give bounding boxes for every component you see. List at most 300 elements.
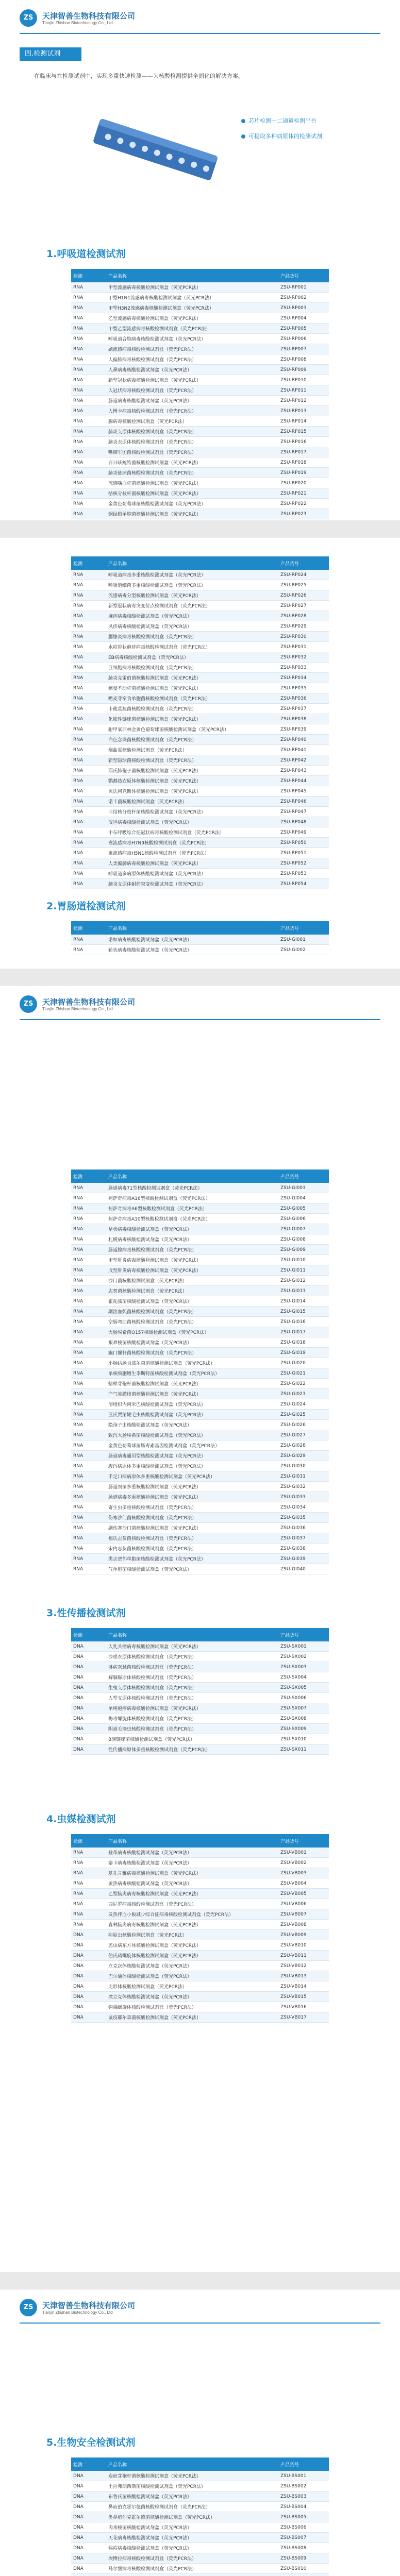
product-code-cell: ZSU-GI019 bbox=[278, 1348, 329, 1358]
sample-type-cell: RNA bbox=[71, 1878, 106, 1889]
sample-type-cell: RNA bbox=[71, 1492, 106, 1502]
sample-type-cell: RNA bbox=[71, 1358, 106, 1368]
product-code-cell: ZSU-RP009 bbox=[278, 365, 329, 375]
product-code-cell: ZSU-RP005 bbox=[278, 324, 329, 334]
sample-type-cell: RNA bbox=[71, 1307, 106, 1317]
sample-type-cell: RNA bbox=[71, 632, 106, 642]
product-name-cell: 肠道腺病毒核酸检测试剂盒（荧光PCR法） bbox=[106, 1245, 278, 1255]
product-name-cell: 猴痘病毒核酸检测试剂盒（荧光PCR法） bbox=[106, 2543, 278, 2553]
product-code-cell: ZSU-BS006 bbox=[278, 2522, 329, 2533]
sample-type-cell: DNA bbox=[71, 1662, 106, 1672]
sample-type-cell: RNA bbox=[71, 1234, 106, 1245]
product-code-cell: ZSU-RP031 bbox=[278, 642, 329, 652]
product-name-cell: 人博卡病毒核酸检测试剂盒（荧光PCR法） bbox=[106, 406, 278, 416]
sample-type-cell: DNA bbox=[71, 2564, 106, 2574]
product-code-cell: ZSU-VB002 bbox=[278, 1858, 329, 1868]
product-name-cell: 鲍曼不动杆菌核酸检测试剂盒（荧光PCR法） bbox=[106, 683, 278, 693]
product-name-cell: 鼻疽伯克霍尔德菌核酸检测试剂盒（荧光PCR法） bbox=[106, 2502, 278, 2512]
product-code-cell: ZSU-RP018 bbox=[278, 457, 329, 468]
table-row bbox=[71, 1961, 329, 1971]
product-code-cell: ZSU-RP051 bbox=[278, 848, 329, 858]
table-row bbox=[71, 1327, 329, 1337]
table-row bbox=[71, 652, 329, 663]
product-name-cell: 霍乱弧菌核酸检测试剂盒（荧光PCR法） bbox=[106, 1296, 278, 1307]
product-code-cell: ZSU-RP048 bbox=[278, 817, 329, 827]
product-name-cell: 人乳头瘤病毒核酸检测试剂盒（荧光PCR法） bbox=[106, 1641, 278, 1652]
product-name-cell: 耶氏肺孢子菌核酸检测试剂盒（荧光PCR法） bbox=[106, 766, 278, 776]
column-header: 检测 bbox=[71, 269, 106, 282]
table-row bbox=[71, 1909, 329, 1920]
product-name-cell: 甲型H3N2流感病毒核酸检测试剂盒（荧光PCR法） bbox=[106, 303, 278, 313]
table-row bbox=[71, 1940, 329, 1951]
sample-type-cell: RNA bbox=[71, 1451, 106, 1461]
company-name-en: Tianjin Zhishan Biotechnology Co., Ltd bbox=[42, 2310, 113, 2315]
table-row bbox=[71, 1544, 329, 1554]
product-name-cell: 黄热病毒核酸检测试剂盒（荧光PCR法） bbox=[106, 1878, 278, 1889]
table-row bbox=[71, 1889, 329, 1899]
table-row bbox=[71, 385, 329, 396]
sample-type-cell: RNA bbox=[71, 488, 106, 499]
sample-type-cell: DNA bbox=[71, 2543, 106, 2553]
table-row bbox=[71, 324, 329, 334]
column-header: 产品货号 bbox=[278, 1834, 329, 1848]
product-name-cell: 登革病毒核酸检测试剂盒（荧光PCR法） bbox=[106, 1848, 278, 1858]
sample-type-cell: DNA bbox=[71, 2471, 106, 2481]
table-row bbox=[71, 1899, 329, 1909]
product-name-cell: 肺炎链球菌核酸检测试剂盒（荧光PCR法） bbox=[106, 468, 278, 478]
product-name-cell: 腮腺炎病毒核酸检测试剂盒（荧光PCR法） bbox=[106, 632, 278, 642]
table-row bbox=[71, 1930, 329, 1940]
sample-type-cell: RNA bbox=[71, 509, 106, 519]
product-code-cell: ZSU-GI028 bbox=[278, 1440, 329, 1451]
column-header: 产品名称 bbox=[106, 2458, 278, 2471]
sample-type-cell: RNA bbox=[71, 745, 106, 755]
sample-type-cell: RNA bbox=[71, 1461, 106, 1471]
table-row bbox=[71, 580, 329, 590]
product-code-cell: ZSU-GI036 bbox=[278, 1523, 329, 1533]
product-table bbox=[71, 1170, 329, 1574]
table-header-row bbox=[71, 1834, 329, 1848]
sample-type-cell: RNA bbox=[71, 1858, 106, 1868]
sample-type-cell: RNA bbox=[71, 1214, 106, 1224]
table-header-row bbox=[71, 2458, 329, 2471]
product-table bbox=[71, 2458, 329, 2576]
product-code-cell: ZSU-VB004 bbox=[278, 1878, 329, 1889]
sample-type-cell: RNA bbox=[71, 344, 106, 354]
table-row bbox=[71, 2574, 329, 2576]
sample-type-cell: RNA bbox=[71, 303, 106, 313]
page-divider bbox=[0, 520, 400, 538]
product-name-cell: 气单胞菌核酸检测试剂盒（荧光PCR法） bbox=[106, 1564, 278, 1574]
product-table bbox=[71, 1834, 329, 2023]
column-header: 检测 bbox=[71, 556, 106, 570]
product-name-cell: 空肠弯曲菌核酸检测试剂盒（荧光PCR法） bbox=[106, 1317, 278, 1327]
product-name-cell: 禽流感病毒H7N9核酸检测试剂盒（荧光PCR法） bbox=[106, 838, 278, 848]
sample-type-cell: RNA bbox=[71, 621, 106, 632]
callout-2: 可提取多种病原体的检测试剂 bbox=[241, 132, 322, 140]
product-name-cell: 巴尔通体核酸检测试剂盒（荧光PCR法） bbox=[106, 1971, 278, 1981]
sample-type-cell: RNA bbox=[71, 1317, 106, 1327]
product-name-cell: 生殖支原体核酸检测试剂盒（荧光PCR法） bbox=[106, 1683, 278, 1693]
product-code-cell: ZSU-VB010 bbox=[278, 1940, 329, 1951]
product-table bbox=[71, 1628, 329, 1755]
product-code-cell: ZSU-SX003 bbox=[278, 1662, 329, 1672]
header-rule bbox=[20, 1019, 380, 1020]
company-name-en: Tianjin Zhishan Biotechnology Co., Ltd bbox=[42, 1007, 113, 1011]
sample-type-cell: RNA bbox=[71, 766, 106, 776]
table-row bbox=[71, 570, 329, 580]
product-code-cell: ZSU-GI018 bbox=[278, 1337, 329, 1348]
product-code-cell: ZSU-GI025 bbox=[278, 1410, 329, 1420]
sample-type-cell: RNA bbox=[71, 652, 106, 663]
product-name-cell: 寄生虫多重核酸检测试剂盒（荧光PCR法） bbox=[106, 1502, 278, 1513]
product-code-cell: ZSU-GI034 bbox=[278, 1502, 329, 1513]
product-code-cell: ZSU-GI001 bbox=[278, 935, 329, 945]
product-name-cell: 基孔肯雅病毒核酸检测试剂盒（荧光PCR法） bbox=[106, 1868, 278, 1878]
sample-type-cell: RNA bbox=[71, 1255, 106, 1265]
intro-text: 在临床与在检测试剂中，实现多重快速检测——为核酸检测提供全面化的解决方案。 bbox=[34, 73, 244, 79]
product-name-cell: 呼吸道合胞病毒核酸检测试剂盒（荧光PCR法） bbox=[106, 334, 278, 344]
sample-type-cell: RNA bbox=[71, 365, 106, 375]
sample-type-cell: RNA bbox=[71, 807, 106, 817]
product-code-cell: ZSU-RP026 bbox=[278, 590, 329, 601]
product-name-cell: 西尼罗病毒核酸检测试剂盒（荧光PCR法） bbox=[106, 1899, 278, 1909]
product-name-cell: 埃博拉病毒核酸检测试剂盒（荧光PCR法） bbox=[106, 2553, 278, 2564]
product-code-cell: ZSU-VB013 bbox=[278, 1971, 329, 1981]
product-name-cell: 乙型流感病毒核酸检测试剂盒（荧光PCR法） bbox=[106, 313, 278, 324]
table-row bbox=[71, 1245, 329, 1255]
product-table bbox=[71, 921, 329, 955]
sample-type-cell: RNA bbox=[71, 817, 106, 827]
bullet-icon bbox=[241, 119, 245, 123]
product-code-cell: ZSU-SX007 bbox=[278, 1703, 329, 1714]
product-code-cell: ZSU-GI026 bbox=[278, 1420, 329, 1430]
product-name-cell: 呼吸道细菌多重核酸检测试剂盒（荧光PCR法） bbox=[106, 580, 278, 590]
product-name-cell: 非结核分枝杆菌核酸检测试剂盒（荧光PCR法） bbox=[106, 807, 278, 817]
product-code-cell: ZSU-GI030 bbox=[278, 1461, 329, 1471]
sample-type-cell: DNA bbox=[71, 1683, 106, 1693]
table-row bbox=[71, 1858, 329, 1868]
sample-type-cell: RNA bbox=[71, 935, 106, 945]
sample-type-cell: RNA bbox=[71, 724, 106, 735]
sample-type-cell: RNA bbox=[71, 1399, 106, 1410]
product-code-cell: ZSU-RP053 bbox=[278, 869, 329, 879]
product-name-cell: 沙门菌核酸检测试剂盒（荧光PCR法） bbox=[106, 1276, 278, 1286]
table-row bbox=[71, 1652, 329, 1662]
product-name-cell: 人型支原体核酸检测试剂盒（荧光PCR法） bbox=[106, 1693, 278, 1703]
product-code-cell: ZSU-RP001 bbox=[278, 282, 329, 293]
company-name-cn: 天津智善生物科技有限公司 bbox=[42, 11, 136, 21]
table-row bbox=[71, 673, 329, 683]
table-row bbox=[71, 786, 329, 796]
sample-type-cell: RNA bbox=[71, 1183, 106, 1193]
table-row bbox=[71, 1224, 329, 1234]
product-code-cell: ZSU-SX001 bbox=[278, 1641, 329, 1652]
product-code-cell: ZSU-GI022 bbox=[278, 1379, 329, 1389]
product-code-cell: ZSU-GI040 bbox=[278, 1564, 329, 1574]
product-name-cell: 流感病毒分型核酸检测试剂盒（荧光PCR法） bbox=[106, 590, 278, 601]
sample-type-cell: RNA bbox=[71, 1420, 106, 1430]
sample-type-cell: RNA bbox=[71, 1899, 106, 1909]
table-row bbox=[71, 1368, 329, 1379]
header-rule bbox=[20, 33, 380, 34]
product-name-cell: 小肠结肠炎耶尔森菌核酸检测试剂盒（荧光PCR法） bbox=[106, 1358, 278, 1368]
sample-type-cell: DNA bbox=[71, 2002, 106, 2012]
product-code-cell: ZSU-VB003 bbox=[278, 1868, 329, 1878]
product-name-cell: 艰难梭菌核酸检测试剂盒（荧光PCR法） bbox=[106, 1337, 278, 1348]
column-header: 产品名称 bbox=[106, 921, 278, 935]
column-header: 检测 bbox=[71, 921, 106, 935]
product-code-cell: ZSU-GI017 bbox=[278, 1327, 329, 1337]
product-code-cell: ZSU-RP003 bbox=[278, 303, 329, 313]
sample-type-cell: RNA bbox=[71, 416, 106, 427]
table-row bbox=[71, 468, 329, 478]
table-row bbox=[71, 1183, 329, 1193]
company-logo: ZS bbox=[20, 9, 37, 27]
column-header: 产品货号 bbox=[278, 1628, 329, 1641]
product-code-cell: ZSU-GI004 bbox=[278, 1193, 329, 1204]
table-row bbox=[71, 2512, 329, 2522]
table-row bbox=[71, 1214, 329, 1224]
product-code-cell: ZSU-RP004 bbox=[278, 313, 329, 324]
page-header bbox=[0, 986, 400, 1027]
sample-type-cell: RNA bbox=[71, 786, 106, 796]
product-code-cell: ZSU-RP008 bbox=[278, 354, 329, 365]
product-code-cell: ZSU-RP010 bbox=[278, 375, 329, 385]
product-code-cell: ZSU-GI033 bbox=[278, 1492, 329, 1502]
section-title: 4.虫媒检测试剂 bbox=[46, 1814, 116, 1825]
table-row bbox=[71, 406, 329, 416]
product-code-cell: ZSU-RP040 bbox=[278, 735, 329, 745]
table-row bbox=[71, 1265, 329, 1276]
product-code-cell: ZSU-VB016 bbox=[278, 2002, 329, 2012]
product-name-cell: 人鼻病毒核酸检测试剂盒（荧光PCR法） bbox=[106, 365, 278, 375]
product-code-cell: ZSU-SX009 bbox=[278, 1724, 329, 1734]
table-row bbox=[71, 437, 329, 447]
table-row bbox=[71, 611, 329, 621]
product-name-cell: 嗜肺军团菌核酸检测试剂盒（荧光PCR法） bbox=[106, 447, 278, 457]
product-code-cell: ZSU-RP025 bbox=[278, 580, 329, 590]
table-row bbox=[71, 683, 329, 693]
table-row bbox=[71, 1564, 329, 1574]
product-table bbox=[71, 269, 329, 519]
sample-type-cell: DNA bbox=[71, 1652, 106, 1662]
product-name-cell: 单核细胞增生李斯特菌核酸检测试剂盒（荧光PCR法） bbox=[106, 1368, 278, 1379]
product-name-cell: 副流感病毒核酸检测试剂盒（荧光PCR法） bbox=[106, 344, 278, 354]
product-name-cell: 肺炎支原体核酸检测试剂盒（荧光PCR法） bbox=[106, 427, 278, 437]
product-code-cell: ZSU-RP050 bbox=[278, 838, 329, 848]
product-name-cell: 天花病毒核酸检测试剂盒（荧光PCR法） bbox=[106, 2533, 278, 2543]
table-row bbox=[71, 1482, 329, 1492]
sample-type-cell: DNA bbox=[71, 2553, 106, 2564]
sample-type-cell: RNA bbox=[71, 1193, 106, 1204]
table-row bbox=[71, 1399, 329, 1410]
product-name-cell: 产气荚膜梭菌核酸检测试剂盒（荧光PCR法） bbox=[106, 1389, 278, 1399]
product-code-cell: ZSU-GI009 bbox=[278, 1245, 329, 1255]
product-name-cell: 布鲁氏菌核酸检测试剂盒（荧光PCR法） bbox=[106, 2492, 278, 2502]
product-code-cell: ZSU-RP014 bbox=[278, 416, 329, 427]
product-name-cell: 类鼻疽伯克霍尔德菌核酸检测试剂盒（荧光PCR法） bbox=[106, 2512, 278, 2522]
product-table bbox=[71, 556, 329, 889]
product-code-cell: ZSU-GI032 bbox=[278, 1482, 329, 1492]
product-code-cell: ZSU-GI002 bbox=[278, 945, 329, 955]
sample-type-cell: DNA bbox=[71, 1641, 106, 1652]
product-code-cell: ZSU-GI039 bbox=[278, 1554, 329, 1564]
product-code-cell: ZSU-VB009 bbox=[278, 1930, 329, 1940]
product-name-cell: 肉毒梭菌核酸检测试剂盒（荧光PCR法） bbox=[106, 2522, 278, 2533]
table-row bbox=[71, 601, 329, 611]
table-row bbox=[71, 714, 329, 724]
product-name-cell: 单纯疱疹病毒核酸检测试剂盒（荧光PCR法） bbox=[106, 1703, 278, 1714]
product-name-cell: 宋内志贺菌核酸检测试剂盒（荧光PCR法） bbox=[106, 1544, 278, 1554]
product-code-cell: ZSU-GI024 bbox=[278, 1399, 329, 1410]
product-code-cell: ZSU-VB012 bbox=[278, 1961, 329, 1971]
product-code-cell: ZSU-GI027 bbox=[278, 1430, 329, 1440]
sample-type-cell: RNA bbox=[71, 1523, 106, 1533]
table-header-row bbox=[71, 556, 329, 570]
table-row bbox=[71, 1523, 329, 1533]
product-code-cell: ZSU-RP032 bbox=[278, 652, 329, 663]
sample-type-cell: DNA bbox=[71, 2012, 106, 2023]
product-name-cell: 志贺菌核酸检测试剂盒（荧光PCR法） bbox=[106, 1286, 278, 1296]
sample-type-cell: DNA bbox=[71, 1992, 106, 2002]
table-row bbox=[71, 416, 329, 427]
table-row bbox=[71, 1276, 329, 1286]
sample-type-cell: RNA bbox=[71, 1513, 106, 1523]
product-name-cell bbox=[106, 2574, 278, 2576]
product-name-cell: 百日咳鲍特菌核酸检测试剂盒（荧光PCR法） bbox=[106, 457, 278, 468]
product-name-cell: 柯萨奇病毒A10型核酸检测试剂盒（荧光PCR法） bbox=[106, 1214, 278, 1224]
product-name-cell: 新型冠状病毒突变位点检测试剂盒（荧光PCR法） bbox=[106, 601, 278, 611]
product-code-cell: ZSU-RP041 bbox=[278, 745, 329, 755]
table-row bbox=[71, 2522, 329, 2533]
table-row bbox=[71, 1641, 329, 1652]
sample-type-cell: RNA bbox=[71, 1348, 106, 1358]
table-row bbox=[71, 1868, 329, 1878]
sample-type-cell: RNA bbox=[71, 945, 106, 955]
product-code-cell: ZSU-GI011 bbox=[278, 1265, 329, 1276]
sample-type-cell: DNA bbox=[71, 1672, 106, 1683]
table-row bbox=[71, 396, 329, 406]
sample-type-cell: RNA bbox=[71, 1544, 106, 1554]
table-row bbox=[71, 447, 329, 457]
sample-type-cell: RNA bbox=[71, 354, 106, 365]
page-header bbox=[0, 2290, 400, 2331]
product-code-cell: ZSU-GI006 bbox=[278, 1214, 329, 1224]
table-row bbox=[71, 704, 329, 714]
table-row bbox=[71, 642, 329, 652]
product-name-cell: 风疹病毒核酸检测试剂盒（荧光PCR法） bbox=[106, 621, 278, 632]
sample-type-cell: RNA bbox=[71, 1265, 106, 1276]
product-name-cell: 柯萨奇病毒A6型核酸检测试剂盒（荧光PCR法） bbox=[106, 1204, 278, 1214]
product-name-cell: 呼吸道病毒多重核酸检测试剂盒（荧光PCR法） bbox=[106, 570, 278, 580]
sample-type-cell: RNA bbox=[71, 1224, 106, 1234]
sample-type-cell: RNA bbox=[71, 1379, 106, 1389]
product-code-cell: ZSU-GI038 bbox=[278, 1544, 329, 1554]
product-code-cell: ZSU-BS002 bbox=[278, 2481, 329, 2492]
table-row bbox=[71, 827, 329, 838]
table-row bbox=[71, 1451, 329, 1461]
product-code-cell: ZSU-VB015 bbox=[278, 1992, 329, 2002]
sample-type-cell: RNA bbox=[71, 827, 106, 838]
product-code-cell: ZSU-RP012 bbox=[278, 396, 329, 406]
product-name-cell: 新型冠状病毒核酸检测试剂盒（荧光PCR法） bbox=[106, 375, 278, 385]
sample-type-cell: RNA bbox=[71, 396, 106, 406]
product-name-cell: 伯氏疏螺旋体核酸检测试剂盒（荧光PCR法） bbox=[106, 1951, 278, 1961]
table-row bbox=[71, 869, 329, 879]
product-code-cell: ZSU-RP007 bbox=[278, 344, 329, 354]
product-code-cell: ZSU-SX006 bbox=[278, 1693, 329, 1703]
product-code-cell: ZSU-SX004 bbox=[278, 1672, 329, 1683]
product-code-cell: ZSU-RP043 bbox=[278, 766, 329, 776]
section-title: 1.呼吸道检测试剂 bbox=[46, 248, 126, 260]
table-row bbox=[71, 796, 329, 807]
table-row bbox=[71, 334, 329, 344]
product-name-cell: 呼吸道多病原体核酸检测试剂盒（荧光PCR法） bbox=[106, 869, 278, 879]
sample-type-cell: RNA bbox=[71, 1296, 106, 1307]
sample-type-cell: DNA bbox=[71, 1971, 106, 1981]
product-name-cell: 致泻大肠埃希菌核酸检测试剂盒（荧光PCR法） bbox=[106, 1430, 278, 1440]
table-row bbox=[71, 1492, 329, 1502]
table-row bbox=[71, 766, 329, 776]
product-name-cell: 溶组织内阿米巴核酸检测试剂盒（荧光PCR法） bbox=[106, 1399, 278, 1410]
product-name-cell: 解脲脲原体核酸检测试剂盒（荧光PCR法） bbox=[106, 1672, 278, 1683]
sample-type-cell: RNA bbox=[71, 324, 106, 334]
table-row bbox=[71, 1296, 329, 1307]
column-header: 检测 bbox=[71, 1170, 106, 1183]
sample-type-cell: RNA bbox=[71, 1440, 106, 1451]
column-header: 产品货号 bbox=[278, 556, 329, 570]
company-logo: ZS bbox=[20, 2299, 37, 2316]
product-name-cell: 寨卡病毒核酸检测试剂盒（荧光PCR法） bbox=[106, 1858, 278, 1868]
product-code-cell: ZSU-GI013 bbox=[278, 1286, 329, 1296]
table-row bbox=[71, 313, 329, 324]
sample-type-cell: RNA bbox=[71, 1286, 106, 1296]
sample-type-cell: DNA bbox=[71, 2481, 106, 2492]
sample-type-cell: RNA bbox=[71, 457, 106, 468]
product-code-cell: ZSU-RP023 bbox=[278, 509, 329, 519]
product-name-cell: 烟曲霉核酸检测试剂盒（荧光PCR法） bbox=[106, 745, 278, 755]
table-row bbox=[71, 457, 329, 468]
product-code-cell: ZSU-RP052 bbox=[278, 858, 329, 869]
table-row bbox=[71, 1379, 329, 1389]
product-code-cell: ZSU-RP006 bbox=[278, 334, 329, 344]
sample-type-cell: RNA bbox=[71, 1848, 106, 1858]
sample-type-cell: RNA bbox=[71, 642, 106, 652]
table-row bbox=[71, 365, 329, 375]
table-row bbox=[71, 375, 329, 385]
product-code-cell: ZSU-RP039 bbox=[278, 724, 329, 735]
product-name-cell: 福氏志贺菌核酸检测试剂盒（荧光PCR法） bbox=[106, 1533, 278, 1544]
sample-type-cell: RNA bbox=[71, 1204, 106, 1214]
product-code-cell: ZSU-VB006 bbox=[278, 1899, 329, 1909]
product-name-cell: 蓝氏贾第鞭毛虫核酸检测试剂盒（荧光PCR法） bbox=[106, 1410, 278, 1420]
sample-type-cell: RNA bbox=[71, 1909, 106, 1920]
sample-type-cell: RNA bbox=[71, 1533, 106, 1544]
column-header: 产品名称 bbox=[106, 1170, 278, 1183]
section-title: 3.性传播检测试剂 bbox=[46, 1607, 126, 1619]
product-code-cell: ZSU-RP036 bbox=[278, 693, 329, 704]
product-name-cell: 肠道病毒71型核酸检测试剂盒（荧光PCR法） bbox=[106, 1183, 278, 1193]
product-name-cell: 金黄色葡萄球菌肠毒素基因检测试剂盒（荧光PCR法） bbox=[106, 1440, 278, 1451]
product-name-cell: 肠道细菌多重核酸检测试剂盒（荧光PCR法） bbox=[106, 1482, 278, 1492]
table-row bbox=[71, 724, 329, 735]
product-code-cell: ZSU-SX011 bbox=[278, 1744, 329, 1755]
product-name-cell: 诺如病毒核酸检测试剂盒（荧光PCR法） bbox=[106, 935, 278, 945]
company-name-cn: 天津智善生物科技有限公司 bbox=[42, 997, 136, 1007]
sample-type-cell: DNA bbox=[71, 2533, 106, 2543]
sample-type-cell: RNA bbox=[71, 1564, 106, 1574]
